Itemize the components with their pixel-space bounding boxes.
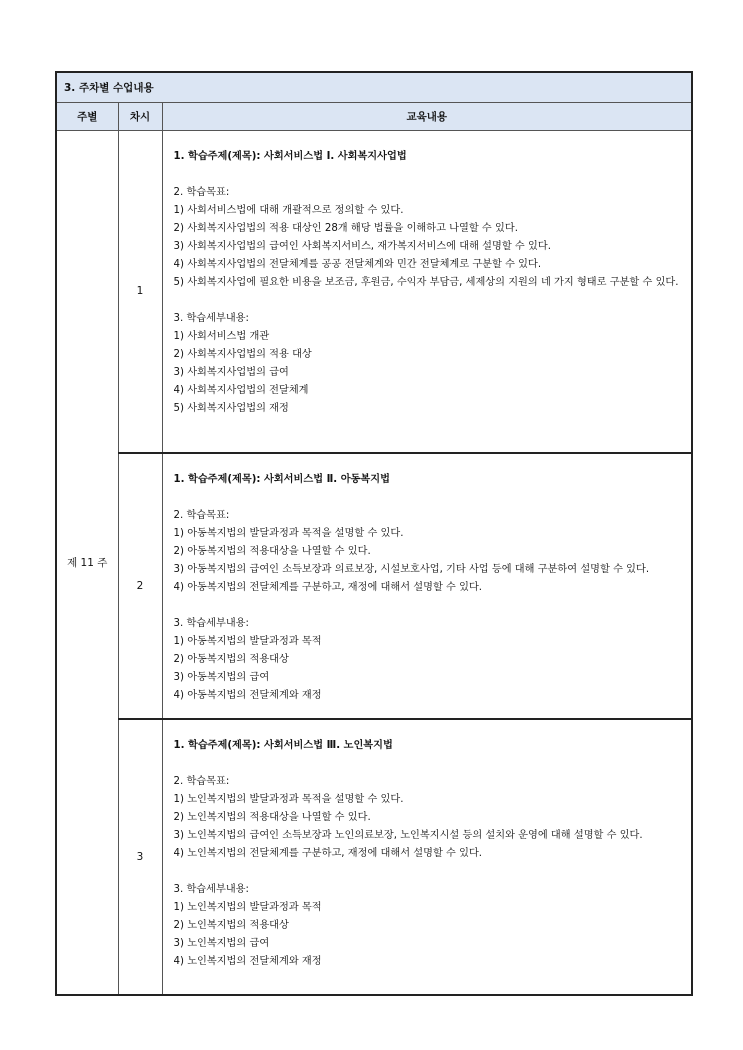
goals-heading: 2. 학습목표:: [173, 187, 230, 198]
detail-item: 3) 아동복지법의 급여: [173, 671, 270, 683]
detail-item: 4) 사회복지사업법의 전달체계: [173, 385, 309, 396]
content-header: 교육내용: [162, 103, 692, 131]
session-content: [162, 453, 692, 719]
detail-item: 2) 아동복지법의 적용대상: [173, 653, 289, 665]
session-number: 2: [118, 453, 162, 719]
goals-heading: 2. 학습목표:: [173, 775, 230, 787]
weekly-content-table: [55, 71, 693, 996]
details-heading: 3. 학습세부내용:: [173, 883, 249, 895]
session-number: 1: [118, 131, 162, 453]
detail-item: 2) 사회복지사업법의 적용 대상: [173, 349, 312, 360]
goal-item: 1) 아동복지법의 발달과정과 목적을 설명할 수 있다.: [173, 527, 404, 539]
goal-item: 2) 아동복지법의 적용대상을 나열할 수 있다.: [173, 545, 371, 557]
section-title-row: [56, 72, 692, 103]
session-topic: 1. 학습주제(제목): 사회서비스법 Ⅲ. 노인복지법: [173, 739, 393, 751]
week-header: 주별: [56, 103, 118, 131]
details-heading: 3. 학습세부내용:: [173, 617, 249, 629]
detail-item: 3) 노인복지법의 급여: [173, 937, 270, 949]
detail-item: 1) 노인복지법의 발달과정과 목적: [173, 901, 322, 913]
goal-item: 4) 노인복지법의 전달체계를 구분하고, 재정에 대해서 설명할 수 있다.: [173, 847, 483, 859]
session-content: [162, 131, 692, 453]
detail-item: 2) 노인복지법의 적용대상: [173, 919, 289, 931]
goal-item: 4) 사회복지사업법의 전달체계를 공공 전달체계와 민간 전달체계로 구분할 수 있다.: [173, 259, 542, 270]
goal-item: 1) 사회서비스법에 대해 개괄적으로 정의할 수 있다.: [173, 205, 404, 216]
session-row: [56, 131, 692, 453]
session-header: 차시: [118, 103, 162, 131]
detail-item: 4) 아동복지법의 전달체계와 재정: [173, 689, 322, 701]
detail-item: 3) 사회복지사업법의 급여: [173, 367, 289, 378]
header-row: [56, 103, 692, 131]
session-content: [162, 719, 692, 995]
session-row: [56, 453, 692, 719]
details-heading: 3. 학습세부내용:: [173, 313, 249, 324]
session-topic: 1. 학습주제(제목): 사회서비스법 Ⅱ. 아동복지법: [173, 473, 390, 485]
goal-item: 4) 아동복지법의 전달체계를 구분하고, 재정에 대해서 설명할 수 있다.: [173, 581, 483, 593]
goal-item: 1) 노인복지법의 발달과정과 목적을 설명할 수 있다.: [173, 793, 404, 805]
goal-item: 3) 사회복지사업법의 급여인 사회복지서비스, 재가복지서비스에 대해 설명할 수 있다.: [173, 241, 551, 252]
detail-item: 4) 노인복지법의 전달체계와 재정: [173, 955, 322, 967]
session-topic: 1. 학습주제(제목): 사회서비스법 Ⅰ. 사회복지사업법: [173, 151, 407, 162]
detail-item: 1) 사회서비스법 개관: [173, 331, 270, 342]
week-label: 제 11 주: [56, 131, 118, 995]
goal-item: 3) 노인복지법의 급여인 소득보장과 노인의료보장, 노인복지시설 등의 설치와 운영에 대해 설명할 수 있다.: [173, 829, 643, 841]
goals-heading: 2. 학습목표:: [173, 509, 230, 521]
section-title: 3. 주차별 수업내용: [56, 72, 692, 103]
goal-item: 5) 사회복지사업에 필요한 비용을 보조금, 후원금, 수익자 부담금, 세제상의 지원의 네 가지 형태로 구분할 수 있다.: [173, 277, 679, 288]
detail-item: 1) 아동복지법의 발달과정과 목적: [173, 635, 322, 647]
session-number: 3: [118, 719, 162, 995]
goal-item: 2) 사회복지사업법의 적용 대상인 28개 해당 법률을 이해하고 나열할 수 있다.: [173, 223, 518, 234]
session-row: [56, 719, 692, 995]
goal-item: 3) 아동복지법의 급여인 소득보장과 의료보장, 시설보호사업, 기타 사업 등에 대해 구분하여 설명할 수 있다.: [173, 563, 650, 575]
goal-item: 2) 노인복지법의 적용대상을 나열할 수 있다.: [173, 811, 371, 823]
detail-item: 5) 사회복지사업법의 재정: [173, 403, 289, 414]
